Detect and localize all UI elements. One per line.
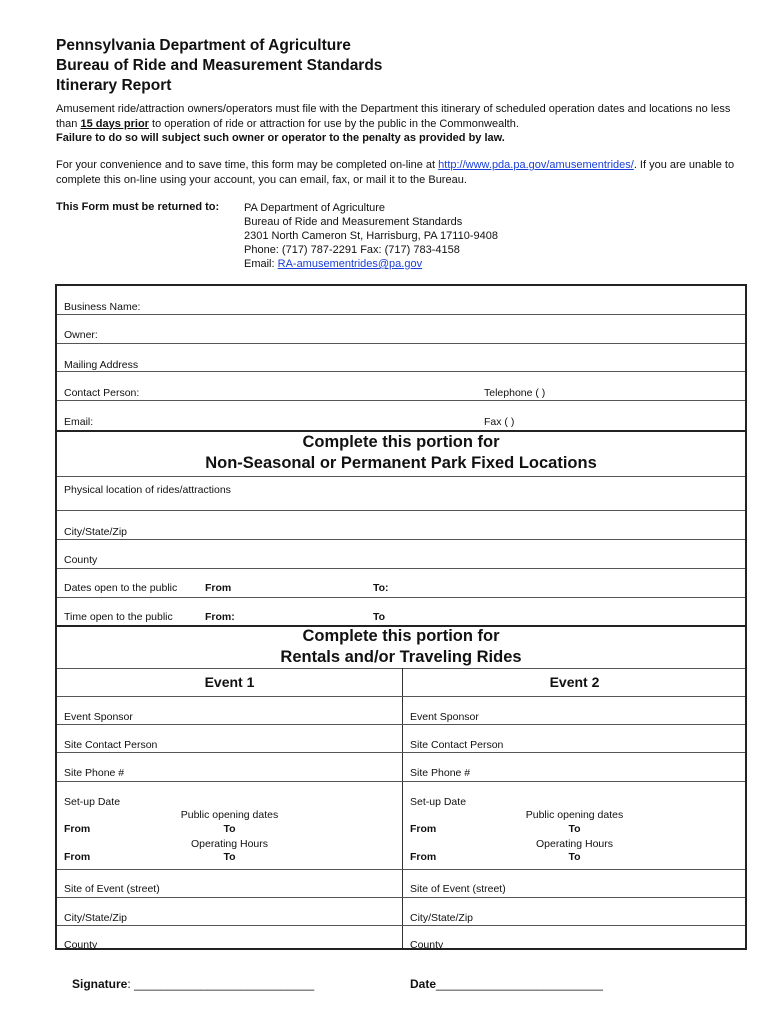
rental-county-row[interactable] xyxy=(57,925,745,950)
return-line-2: Bureau of Ride and Measurement Standards xyxy=(244,216,463,228)
business-name-row[interactable] xyxy=(57,286,745,315)
time-open-row[interactable] xyxy=(57,597,745,627)
time-open-label: Time open to the public xyxy=(64,611,173,623)
dates-open-label: Dates open to the public xyxy=(64,582,178,594)
event1-sponsor-label: Event Sponsor xyxy=(64,711,133,723)
fixed-heading-2: Non-Seasonal or Permanent Park Fixed Locations xyxy=(205,454,597,472)
event2-dates-from: From xyxy=(410,823,437,835)
form-title xyxy=(56,36,382,96)
fixed-locations-header xyxy=(57,430,745,477)
event1-public-dates-label: Public opening dates xyxy=(180,809,279,821)
mailing-address-row[interactable] xyxy=(57,343,745,372)
event1-city-label: City/State/Zip xyxy=(64,912,128,924)
convenience-paragraph xyxy=(56,158,746,187)
return-email-prefix: Email: xyxy=(244,258,278,270)
return-email-link[interactable]: RA-amusementrides@pa.gov xyxy=(277,258,423,270)
site-contact-row[interactable] xyxy=(57,724,745,753)
event2-site-phone-label: Site Phone # xyxy=(410,767,471,779)
rentals-heading-2: Rentals and/or Traveling Rides xyxy=(280,648,522,666)
intro-text-b: to operation of ride or attraction for use by the public in the Commonwealth. xyxy=(148,117,519,130)
event2-county-label: County xyxy=(410,939,444,951)
event1-hours-from: From xyxy=(64,851,91,863)
fixed-heading-1: Complete this portion for xyxy=(302,433,500,451)
event2-public-dates-label: Public opening dates xyxy=(525,809,624,821)
event-headers-row xyxy=(57,668,745,697)
rentals-header xyxy=(57,625,745,669)
online-link[interactable]: http://www.pda.pa.gov/amusementrides/ xyxy=(438,159,634,171)
event-sponsor-row[interactable] xyxy=(57,696,745,725)
fax-label: Fax ( ) xyxy=(484,416,515,428)
return-address xyxy=(244,201,498,271)
event2-operating-hours-label: Operating Hours xyxy=(535,838,614,850)
owner-row[interactable] xyxy=(57,314,745,344)
event2-dates-to: To xyxy=(568,823,581,835)
event1-county-label: County xyxy=(64,939,98,951)
return-line-4: Phone: (717) 787-2291 Fax: (717) 783-4158 xyxy=(244,244,460,256)
dates-open-row[interactable] xyxy=(57,568,745,598)
email-label: Email: xyxy=(64,416,94,428)
itinerary-form xyxy=(55,284,747,950)
intro-paragraph xyxy=(56,102,746,146)
event1-operating-hours-label: Operating Hours xyxy=(190,838,269,850)
event1-site-contact-label: Site Contact Person xyxy=(64,739,158,751)
contact-row[interactable] xyxy=(57,371,745,401)
rental-city-row[interactable] xyxy=(57,897,745,926)
signature-line: : ___________________________ xyxy=(127,977,315,991)
business-name-label: Business Name: xyxy=(64,301,141,313)
owner-label: Owner: xyxy=(64,329,98,341)
physical-location-label: Physical location of rides/attractions xyxy=(64,484,231,496)
date-field[interactable] xyxy=(410,977,603,991)
site-phone-row[interactable] xyxy=(57,752,745,782)
return-email-row xyxy=(244,257,498,271)
time-to-label: To xyxy=(373,611,386,623)
event2-hours-to: To xyxy=(568,851,581,863)
date-line: _________________________ xyxy=(436,977,603,991)
dates-to-label: To: xyxy=(373,582,389,594)
event2-setup-label: Set-up Date xyxy=(410,796,467,808)
site-street-row[interactable] xyxy=(57,869,745,898)
email-row[interactable] xyxy=(57,400,745,432)
signature-field[interactable] xyxy=(72,977,314,991)
fixed-city-row[interactable] xyxy=(57,510,745,540)
setup-dates-block[interactable] xyxy=(57,781,745,870)
event2-site-contact-label: Site Contact Person xyxy=(410,739,504,751)
intro-text-a: Amusement ride/attraction owners/operators must file with the Department this itinerary of scheduled operation dates and locations no less than xyxy=(56,103,731,130)
event-2-heading: Event 2 xyxy=(549,674,600,690)
time-from-label: From: xyxy=(205,611,235,623)
title-line-3: Itinerary Report xyxy=(56,77,172,94)
fixed-city-label: City/State/Zip xyxy=(64,526,128,538)
event1-dates-from: From xyxy=(64,823,91,835)
event1-setup-label: Set-up Date xyxy=(64,796,121,808)
convenience-text-b: . If you are unable to complete this on-line using your account, you can email, fax, or mail it to the Bureau. xyxy=(56,159,735,186)
fixed-county-label: County xyxy=(64,554,98,566)
event1-hours-to: To xyxy=(223,851,236,863)
signature-label: Signature xyxy=(72,977,128,991)
event1-street-label: Site of Event (street) xyxy=(64,883,160,895)
event-1-heading: Event 1 xyxy=(204,674,255,690)
return-line-3: 2301 North Cameron St, Harrisburg, PA 17110-9408 xyxy=(244,230,498,242)
intro-days: 15 days prior xyxy=(80,117,149,130)
return-line-1: PA Department of Agriculture xyxy=(244,202,386,214)
telephone-label: Telephone ( ) xyxy=(484,387,546,399)
dates-from-label: From xyxy=(205,582,232,594)
intro-penalty: Failure to do so will subject such owner or operator to the penalty as provided by law. xyxy=(56,132,505,144)
event2-hours-from: From xyxy=(410,851,437,863)
physical-location-row[interactable] xyxy=(57,476,745,511)
title-line-2: Bureau of Ride and Measurement Standards xyxy=(56,57,383,74)
event2-sponsor-label: Event Sponsor xyxy=(410,711,479,723)
title-line-1: Pennsylvania Department of Agriculture xyxy=(56,37,351,54)
date-label: Date xyxy=(410,977,437,991)
contact-person-label: Contact Person: xyxy=(64,387,140,399)
event1-site-phone-label: Site Phone # xyxy=(64,767,125,779)
event2-city-label: City/State/Zip xyxy=(410,912,474,924)
event1-dates-to: To xyxy=(223,823,236,835)
event2-street-label: Site of Event (street) xyxy=(410,883,506,895)
fixed-county-row[interactable] xyxy=(57,539,745,569)
rentals-heading-1: Complete this portion for xyxy=(302,627,500,645)
return-label: This Form must be returned to: xyxy=(56,201,220,213)
convenience-text-a: For your convenience and to save time, this form may be completed on-line at xyxy=(56,159,439,171)
mailing-address-label: Mailing Address xyxy=(64,359,139,371)
